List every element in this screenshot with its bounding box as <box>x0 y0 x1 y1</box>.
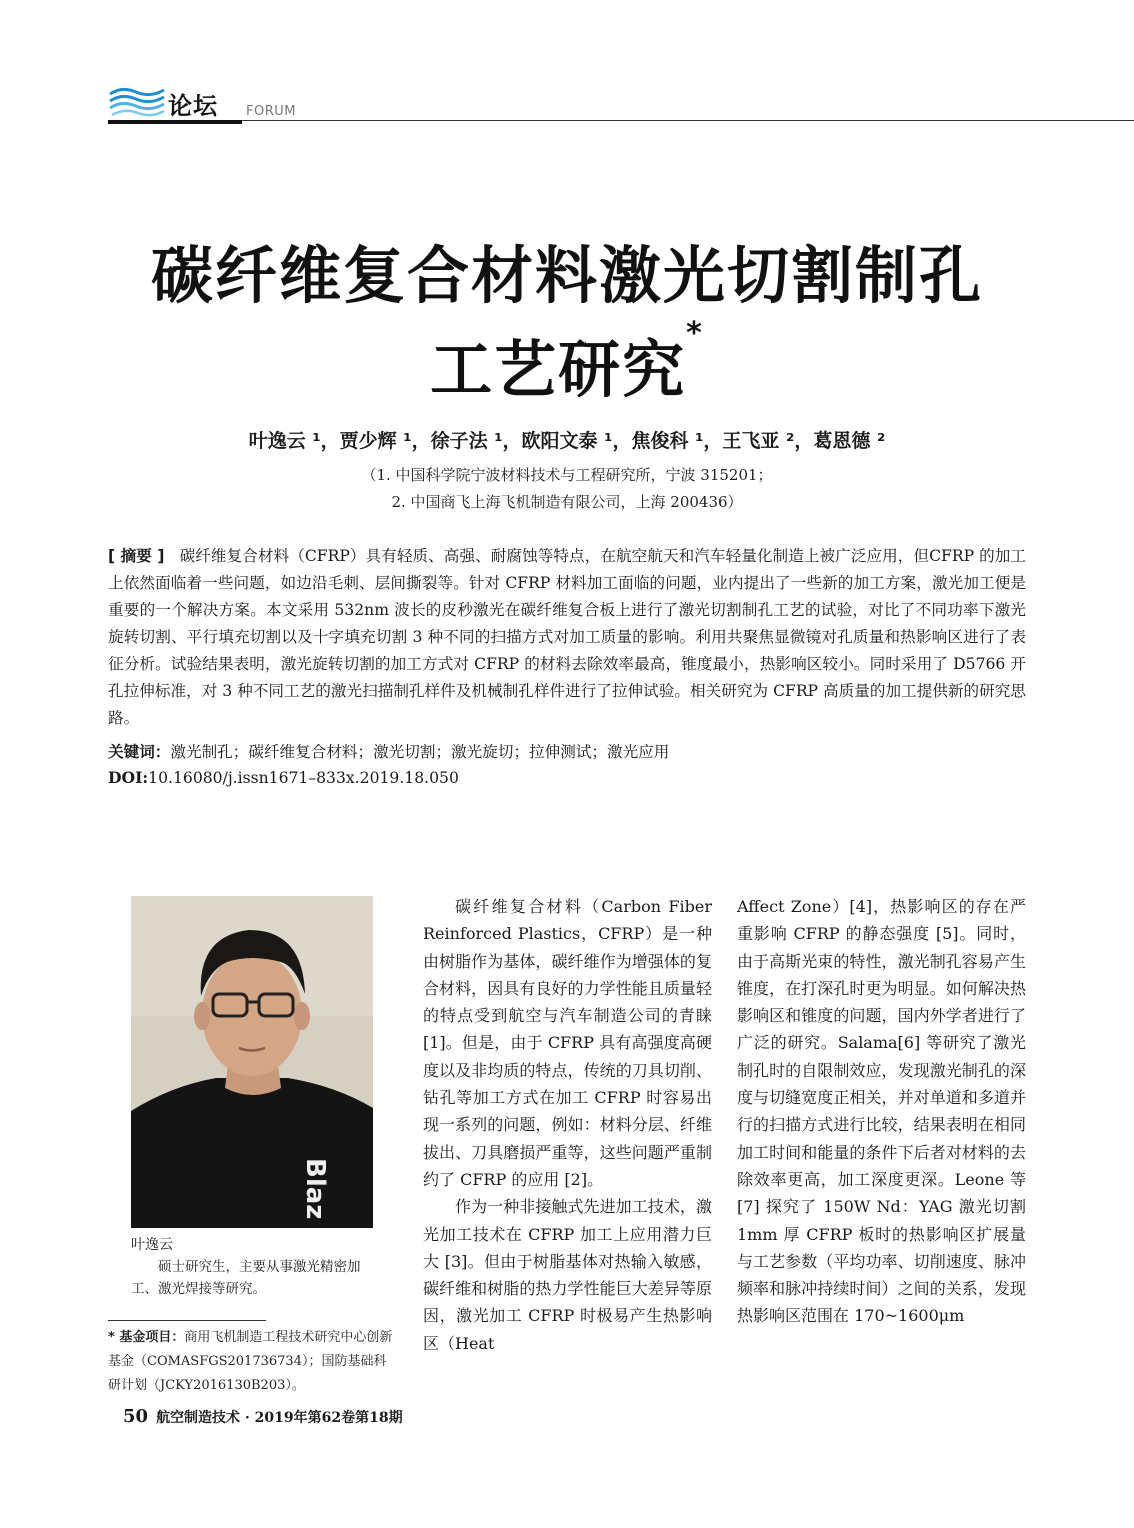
title-footnote-mark: * <box>686 316 704 351</box>
affiliation-2: 2. 中国商飞上海飞机制造有限公司，上海 200436） <box>391 493 743 511</box>
keywords-label: 关键词： <box>108 743 171 761</box>
keywords <box>108 740 1026 762</box>
page-number: 50 <box>123 1406 149 1427</box>
page-header <box>108 78 1134 128</box>
doi-text: 10.16080/j.issn1671–833x.2019.18.050 <box>148 769 459 787</box>
wave-logo-icon <box>108 84 166 118</box>
affiliation-1: （1. 中国科学院宁波材料技术与工程研究所，宁波 315201； <box>361 466 773 484</box>
abstract-text: 碳纤维复合材料（CFRP）具有轻质、高强、耐腐蚀等特点，在航空航天和汽车轻量化制造上被广泛应用，但CFRP 的加工上依然面临着一些问题，如边沿毛刺、层间撕裂等。针对 CFRP 材料加工面临的问题，业内提出了一些新的加工方案，激光加工便是重要的一个解决方案。本文采用 532nm 波长的皮秒激光在碳纤维复合板上进行了激光切割制孔工艺的试验，对比了不同功率下激光旋转切割、平行填充切割以及十字填充切割 3 种不同的扫描方式对加工质量的影响。利用共聚焦显微镜对孔质量和热影响区进行了表征分析。试验结果表明，激光旋转切割的加工方式对 CFRP 的材料去除效率最高，锥度最小，热影响区较小。同时采用了 D5766 开孔拉伸标准，对 3 种不同工艺的激光扫描制孔样件及机械制孔样件进行了拉伸试验。相关研究为 CFRP 高质量的加工提供新的研究思路。 <box>108 547 1026 727</box>
author-photo <box>131 896 373 1228</box>
funding-footnote <box>108 1326 398 1398</box>
article-title-text: 工艺研究 <box>430 333 687 406</box>
author-portrait-image <box>131 896 373 1228</box>
author-list: 叶逸云 ¹，贾少辉 ¹，徐子法 ¹，欧阳文泰 ¹，焦俊科 ¹，王飞亚 ²，葛恩德 ² <box>248 430 886 452</box>
funding-text: 商用飞机制造工程技术研究中心创新基金（COMASFGS201736734）；国防基础科研计划（JCKY2016130B203）。 <box>108 1330 393 1393</box>
funding-label: * 基金项目： <box>108 1330 185 1345</box>
body-paragraph: Affect Zone）[4]，热影响区的存在严重影响 CFRP 的静态强度 [5]。同时，由于高斯光束的特性，激光制孔容易产生锥度，在打深孔时更为明显。如何解决热影响区和锥度的问题，国内外学者进行了广泛的研究。Salama[6] 等研究了激光制孔时的自限制效应，发现激光制孔的深度与切缝宽度正相关，并对单道和多道并行的扫描方式进行比较，结果表明在相同加工时间和能量的条件下后者对材料的去除效率更高，加工深度更深。Leone 等 [7] 探究了 150W Nd：YAG 激光切割 1mm 厚 CFRP 板时的热影响区扩展量与工艺参数（平均功率、切削速度、脉冲频率和脉冲持续时间）之间的关系，发现热影响区范围在 170~1600μm <box>737 897 1026 1326</box>
body-column-1 <box>423 893 712 1357</box>
article-title-line1: 碳纤维复合材料激光切割制孔 <box>150 239 983 312</box>
journal-info: 航空制造技术 · 2019年第62卷第18期 <box>156 1410 403 1426</box>
body-column-2 <box>737 893 1026 1330</box>
header-rule-thin <box>242 120 1134 121</box>
header-rule-thick <box>108 120 242 124</box>
abstract <box>108 543 1026 732</box>
shirt-print: Blaz <box>300 1158 330 1220</box>
section-title: 论坛 <box>168 91 218 120</box>
doi <box>108 768 459 787</box>
abstract-label: [ 摘要 ] <box>108 547 165 565</box>
doi-label: DOI: <box>108 768 149 787</box>
body-paragraph: 作为一种非接触式先进加工技术，激光加工技术在 CFRP 加工上应用潜力巨大 [3]。但由于树脂基体对热输入敏感，碳纤维和树脂的热力学性能巨大差异等原因，激光加工 CFRP 时极易产生热影响区（Heat <box>423 1197 712 1353</box>
page-footer <box>123 1406 403 1427</box>
bio-description: 硕士研究生，主要从事激光精密加工、激光焊接等研究。 <box>131 1259 361 1297</box>
article-title-line2 <box>100 316 1034 409</box>
body-paragraph: 碳纤维复合材料（Carbon Fiber Reinforced Plastics，CFRP）是一种由树脂作为基体，碳纤维作为增强体的复合材料，因具有良好的力学性能且质量轻的特点受到航空与汽车制造公司的青睐 [1]。但是，由于 CFRP 具有高强度高硬度以及非均质的特点，传统的刀具切削、钻孔等加工方式在加工 CFRP 时容易出现一系列的问题，例如：材料分层、纤维拔出、刀具磨损严重等，这些问题严重制约了 CFRP 的应用 [2]。 <box>423 897 712 1189</box>
footnote-rule <box>108 1320 266 1321</box>
bio-name: 叶逸云 <box>131 1237 173 1253</box>
section-subtitle: FORUM <box>246 104 296 119</box>
keywords-text: 激光制孔；碳纤维复合材料；激光切割；激光旋切；拉伸测试；激光应用 <box>170 743 670 761</box>
